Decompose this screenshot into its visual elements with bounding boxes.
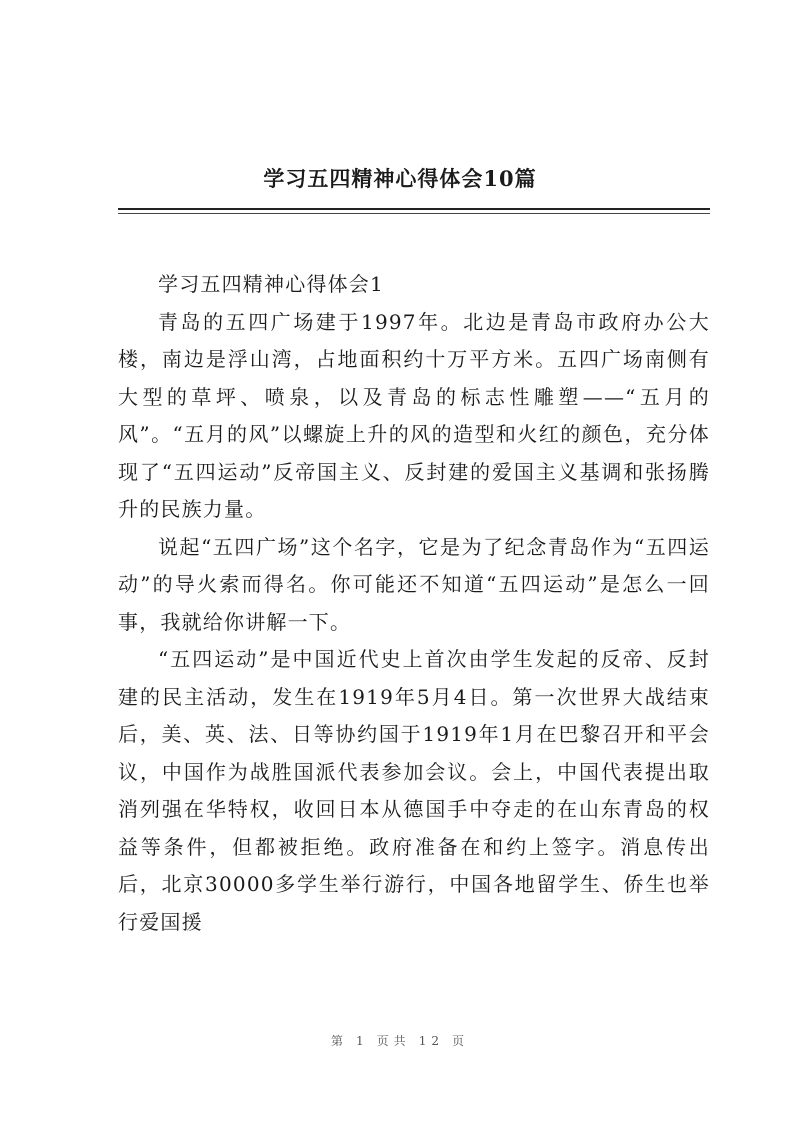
paragraph: 青岛的五四广场建于1997年。北边是青岛市政府办公大楼，南边是浮山湾，占地面积约十万平方米。五四广场南侧有大型的草坪、喷泉，以及青岛的标志性雕塑——“五月的风”。“五月的风”以螺旋上升的风的造型和火红的颜色，充分体现了“五四运动”反帝国主义、反封建的爱国主义基调和张扬腾升的民族力量。 <box>118 309 710 521</box>
footer-middle: 页共 <box>376 1034 411 1048</box>
footer-prefix: 第 <box>331 1034 349 1048</box>
document-body <box>118 266 710 941</box>
document-title: 学习五四精神心得体会10篇 <box>263 166 537 191</box>
paragraph: 说起“五四广场”这个名字，它是为了纪念青岛作为“五四运动”的导火索而得名。你可能还不知道“五四运动”是怎么一回事，我就给你讲解一下。 <box>118 534 710 634</box>
paragraph: “五四运动”是中国近代史上首次由学生发起的反帝、反封建的民主活动，发生在1919年5月4日。第一次世界大战结束后，美、英、法、日等协约国于1919年1月在巴黎召开和平会议，中国作为战胜国派代表参加会议。会上，中国代表提出取消列强在华特权，收回日本从德国手中夺走的在山东青岛的权益等条件，但都被拒绝。政府准备在和约上签字。消息传出后，北京30000多学生举行游行，中国各地留学生、侨生也举行爱国援 <box>118 647 710 934</box>
title-divider-thin <box>118 213 710 214</box>
title-divider-thick <box>118 208 710 210</box>
footer-total-pages: 12 <box>418 1034 444 1048</box>
page-footer <box>0 1032 800 1049</box>
footer-page-number: 1 <box>356 1034 369 1048</box>
section-heading: 学习五四精神心得体会1 <box>158 272 384 296</box>
footer-suffix: 页 <box>451 1034 469 1048</box>
